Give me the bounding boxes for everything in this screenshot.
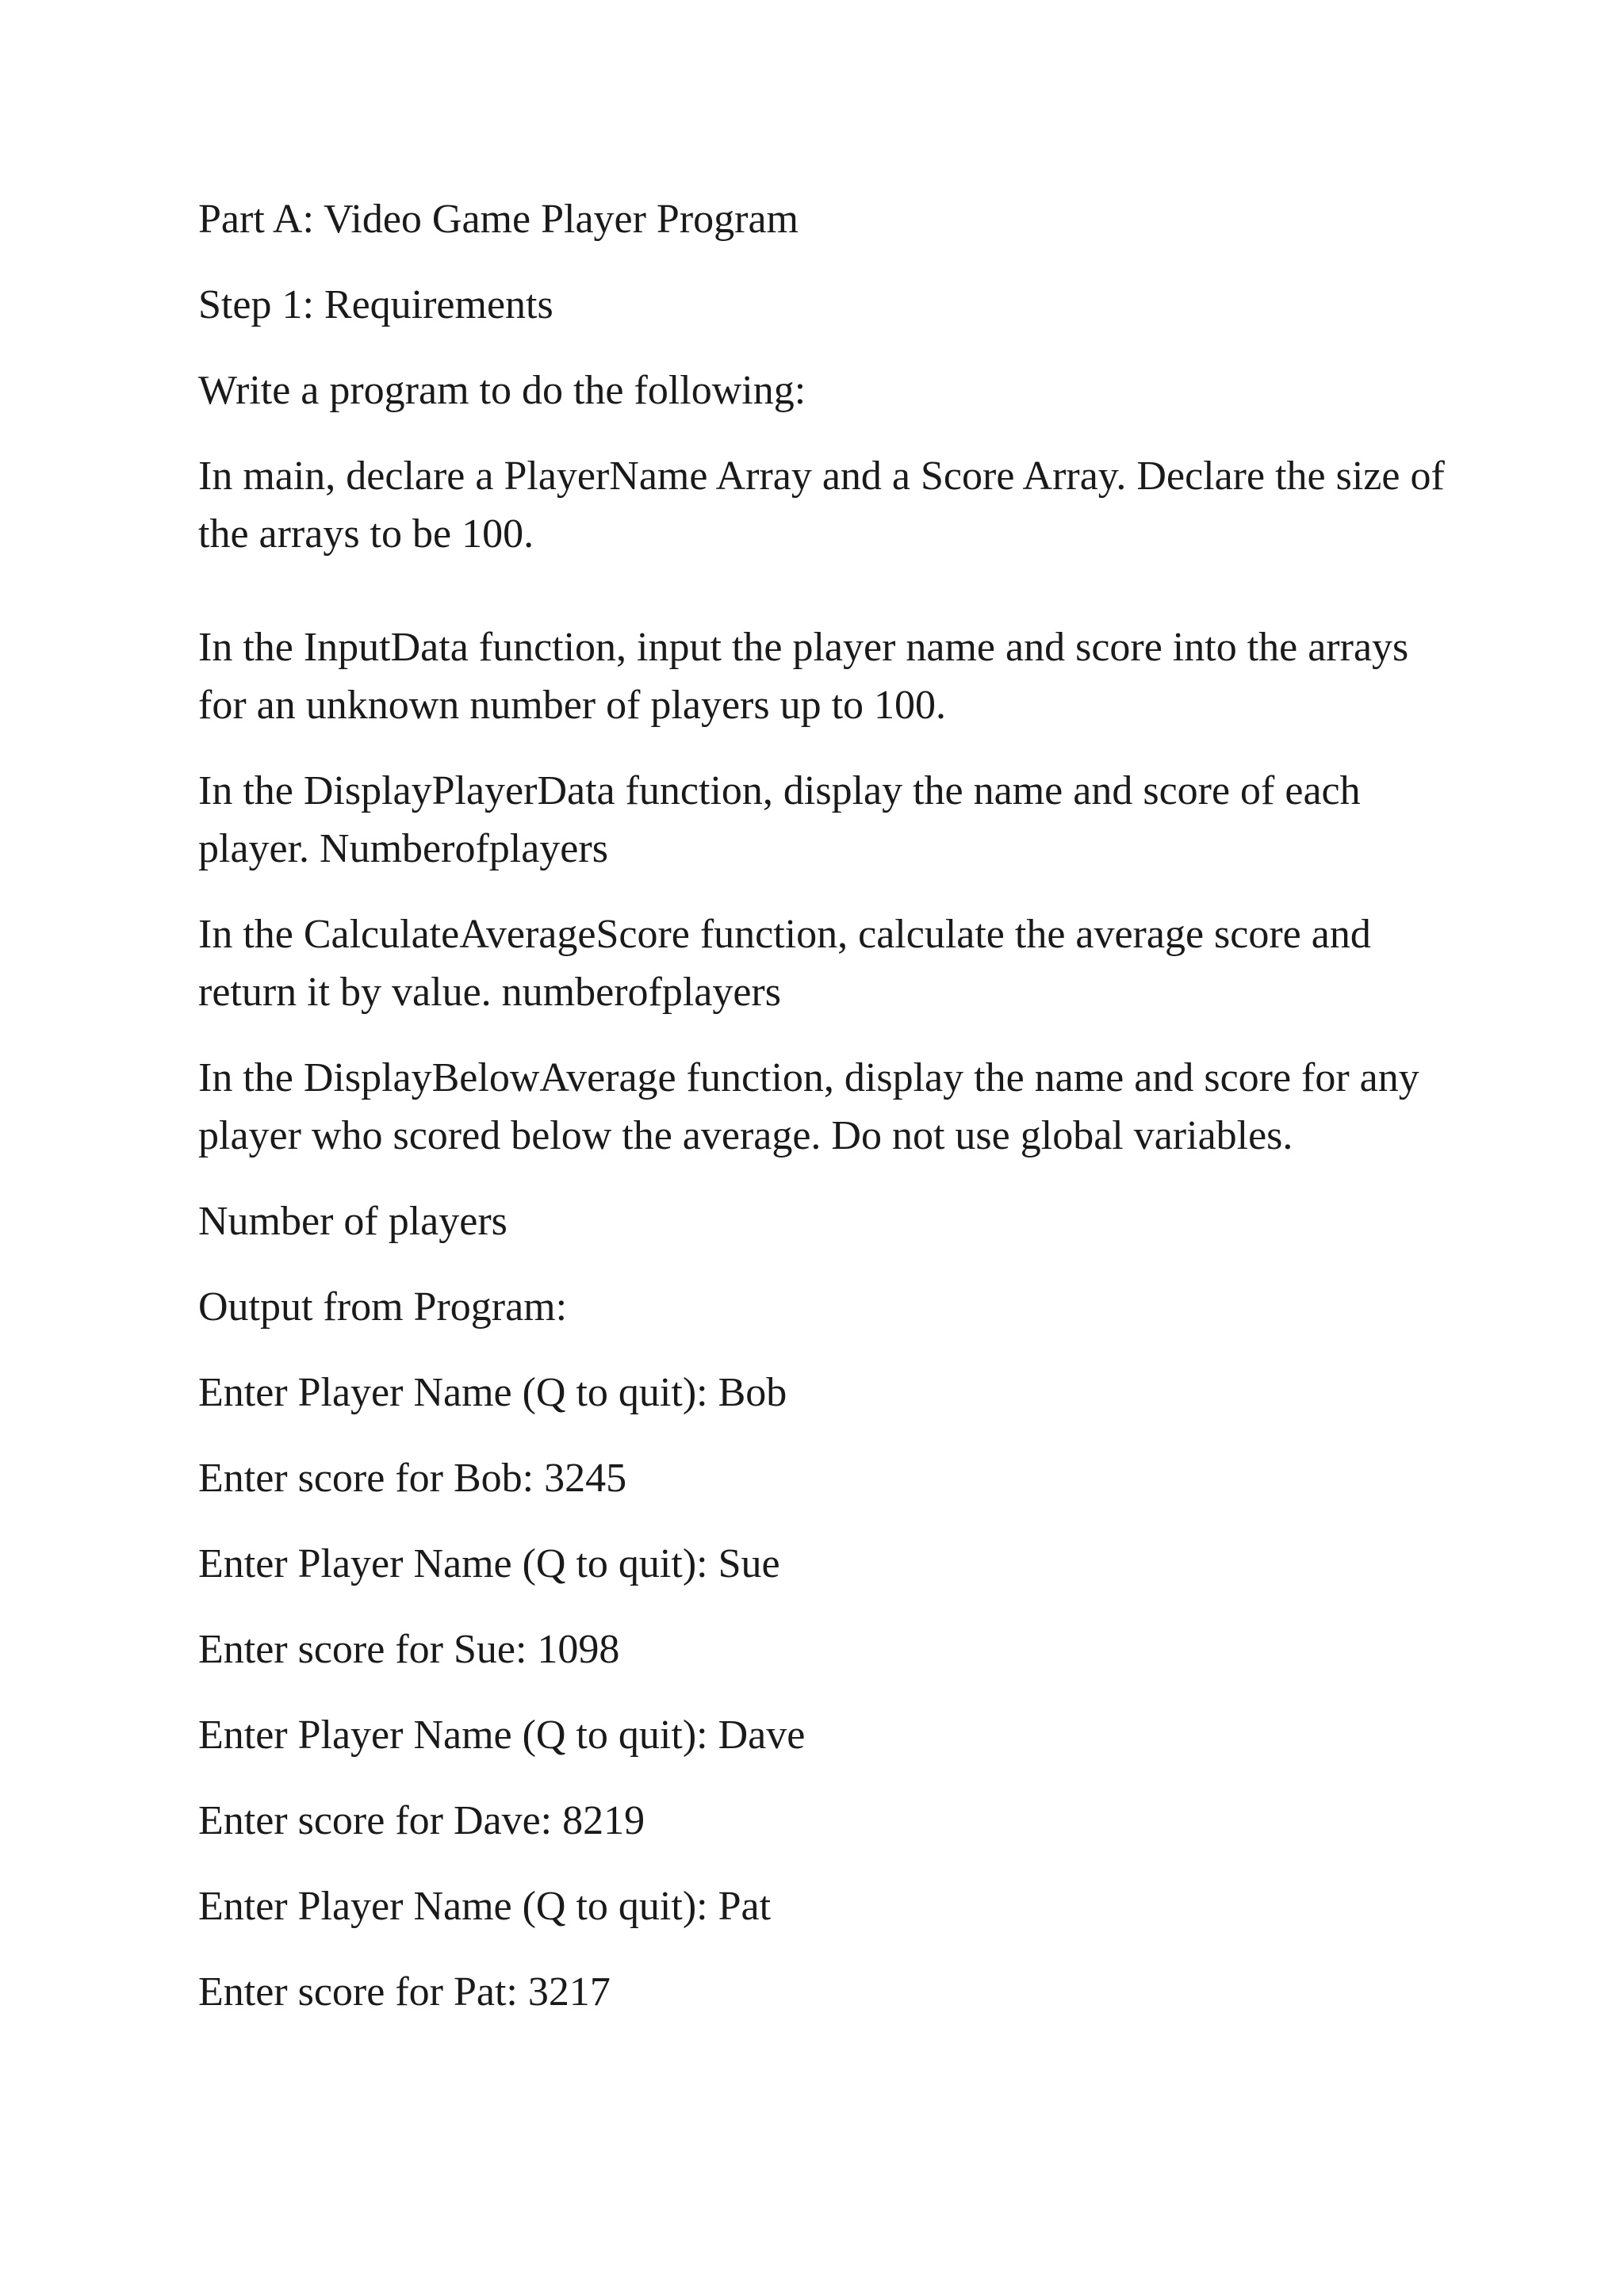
document-body bbox=[198, 190, 1459, 2021]
note-number-of-players: Number of players bbox=[198, 1199, 508, 1244]
step-heading: Step 1: Requirements bbox=[198, 282, 553, 327]
output-line: Enter Player Name (Q to quit): Bob bbox=[198, 1370, 787, 1415]
output-line: Enter Player Name (Q to quit): Sue bbox=[198, 1541, 780, 1586]
part-title: Part A: Video Game Player Program bbox=[198, 197, 799, 242]
output-line: Enter score for Dave: 8219 bbox=[198, 1798, 645, 1843]
instruction-intro: Write a program to do the following: bbox=[198, 368, 806, 413]
output-line: Enter score for Bob: 3245 bbox=[198, 1456, 627, 1501]
output-line: Enter score for Sue: 1098 bbox=[198, 1627, 620, 1672]
output-line: Enter Player Name (Q to quit): Dave bbox=[198, 1712, 806, 1758]
requirement-calculateaverage: In the CalculateAverageScore function, calculate the average score and return it by value. numberofplayers bbox=[198, 912, 1371, 1015]
requirement-main: In main, declare a PlayerName Array and a Score Array. Declare the size of the arrays to be 100. bbox=[198, 453, 1445, 557]
requirement-displayplayerdata: In the DisplayPlayerData function, display the name and score of each player. Numberofplayers bbox=[198, 768, 1361, 871]
output-line: Enter score for Pat: 3217 bbox=[198, 1969, 611, 2015]
output-heading: Output from Program: bbox=[198, 1284, 568, 1330]
output-line: Enter Player Name (Q to quit): Pat bbox=[198, 1884, 772, 1929]
requirement-displaybelowaverage: In the DisplayBelowAverage function, display the name and score for any player who scored below the average. Do not use global variables. bbox=[198, 1055, 1419, 1158]
requirement-inputdata: In the InputData function, input the player name and score into the arrays for an unknown number of players up to 100. bbox=[198, 625, 1409, 728]
